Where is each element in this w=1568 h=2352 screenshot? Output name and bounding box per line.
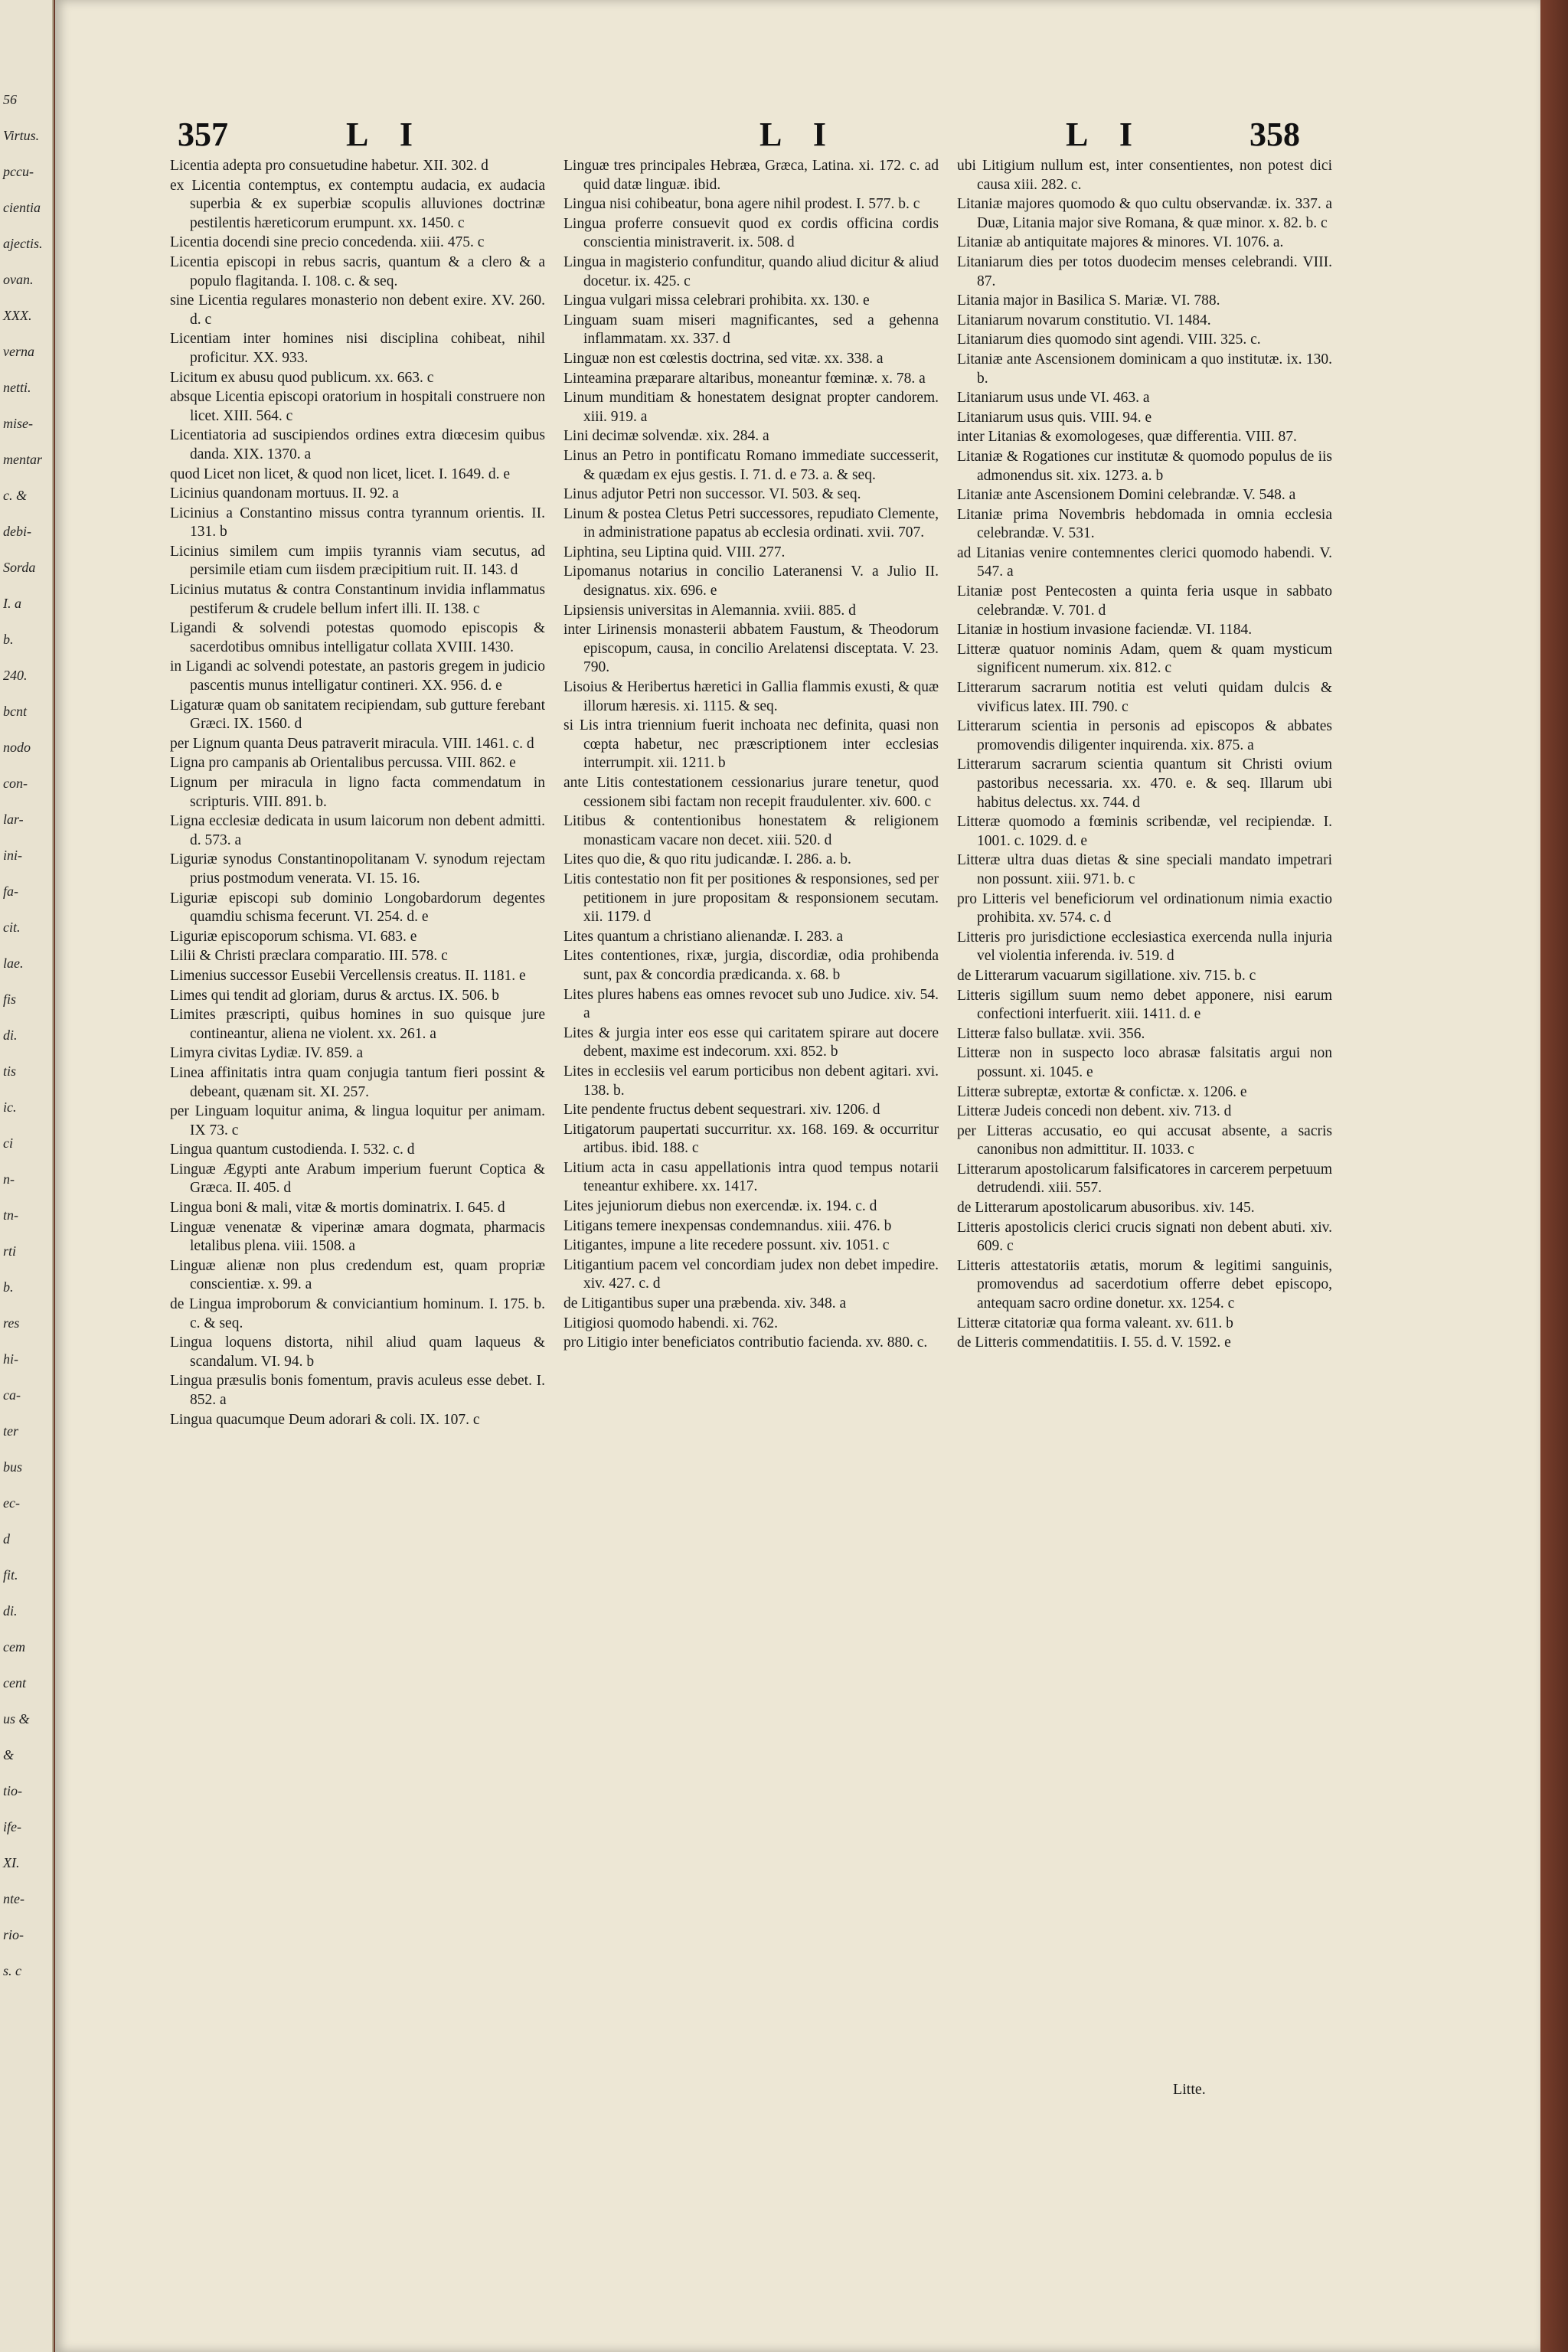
margin-fragment: tio- xyxy=(3,1783,22,1798)
index-entry: ubi Litigium nullum est, inter consentientes, non potest dici causa xiii. 282. c. xyxy=(957,158,1332,193)
index-entry: Ligaturæ quam ob sanitatem recipiendam, sub gutture ferebant Græci. IX. 1560. d xyxy=(170,697,545,733)
index-entry: Litteræ quomodo a fœminis scribendæ, vel recipiendæ. I. 1001. c. 1029. d. e xyxy=(957,814,1332,849)
margin-fragment: ic. xyxy=(3,1099,17,1115)
index-entry: Lipsiensis universitas in Alemannia. xviii. 885. d xyxy=(564,602,856,619)
index-entry: Linus adjutor Petri non successor. VI. 503. & seq. xyxy=(564,486,861,503)
margin-fragment: us & xyxy=(3,1711,30,1726)
index-entry: Litterarum sacrarum scientia quantum sit Christi ovium pastoribus necessaria. xx. 470. e. & seq. Illarum ubi habitus delectus. xx. 744. d xyxy=(957,756,1332,811)
index-entry: Linguam suam miseri magnificantes, sed a gehenna inflammatam. xx. 337. d xyxy=(564,312,939,348)
index-entry: Lingua quacumque Deum adorari & coli. IX. 107. c xyxy=(170,1411,480,1428)
index-entry: Linteamina præparare altaribus, moneantur fœminæ. x. 78. a xyxy=(564,370,926,387)
index-entry: Litibus & contentionibus honestatem & religionem monasticam vacare non decet. xiii. 520. d xyxy=(564,813,939,848)
index-entry: quod Licet non licet, & quod non licet, licet. I. 1649. d. e xyxy=(170,466,511,482)
column-head-center: L I xyxy=(760,116,839,153)
index-entry: Lites plures habens eas omnes revocet sub uno Judice. xiv. 54. a xyxy=(564,986,939,1022)
index-entry: Litium acta in casu appellationis intra quod tempus notarii teneantur exhibere. xx. 1417. xyxy=(564,1159,939,1195)
index-entry: Lites quo die, & quo ritu judicandæ. I. 286. a. b. xyxy=(564,851,851,868)
index-entry: Litaniæ ante Ascensionem Domini celebrandæ. V. 548. a xyxy=(957,487,1296,504)
index-entry: Lites in ecclesiis vel earum porticibus non debent agitari. xvi. 138. b. xyxy=(564,1063,939,1099)
margin-fragment: rio- xyxy=(3,1927,24,1942)
index-entry: Liphtina, seu Liptina quid. VIII. 277. xyxy=(564,544,786,560)
margin-fragment: di. xyxy=(3,1027,18,1043)
index-entry: Litigantium pacem vel concordiam judex non debet impedire. xiv. 427. c. d xyxy=(564,1256,939,1292)
index-entry: Lini decimæ solvendæ. xix. 284. a xyxy=(564,428,769,445)
index-entry: absque Licentia episcopi oratorium in hospitali construere non licet. XIII. 564. c xyxy=(170,389,545,424)
margin-fragment: 56 xyxy=(3,92,17,107)
index-entry: ad Litanias venire contemnentes clerici quomodo habendi. V. 547. a xyxy=(957,544,1332,580)
index-entry: Lites & jurgia inter eos esse qui caritatem spirare aut docere debent, maxime est indecorum. xxi. 852. b xyxy=(564,1024,939,1060)
index-entry: Litteræ ultra duas dietas & sine speciali mandato impetrari non possunt. xiii. 971. b. c xyxy=(957,852,1332,887)
index-entry: Linguæ non est cœlestis doctrina, sed vitæ. xx. 338. a xyxy=(564,350,884,367)
index-entry: Litigantes, impune a lite recedere possunt. xiv. 1051. c xyxy=(564,1237,890,1254)
index-entry: Lingua loquens distorta, nihil aliud quam laqueus & scandalum. VI. 94. b xyxy=(170,1334,545,1370)
margin-fragment: nte- xyxy=(3,1891,24,1906)
column-center xyxy=(564,157,939,1430)
index-entry: Litaniarum dies per totos duodecim menses celebrandi. VIII. 87. xyxy=(957,253,1332,289)
index-entry: Litaniæ post Pentecosten a quinta feria usque in sabbato celebrandæ. V. 701. d xyxy=(957,583,1332,619)
margin-fragment: I. a xyxy=(3,596,21,611)
margin-fragment: di. xyxy=(3,1603,18,1619)
index-entry: Limyra civitas Lydiæ. IV. 859. a xyxy=(170,1045,364,1062)
index-entry: Litteris apostolicis clerici crucis signati non debent abuti. xiv. 609. c xyxy=(957,1219,1332,1255)
index-entry: si Lis intra triennium fuerit inchoata nec definita, quasi non cœpta habetur, nec præscriptionem inter ecclesias interrumpit. xii. 1211. b xyxy=(564,717,939,772)
index-entry: Ligna ecclesiæ dedicata in usum laicorum non debent admitti. d. 573. a xyxy=(170,813,545,848)
index-entry: Lingua in magisterio confunditur, quando aliud dicitur & aliud docetur. ix. 425. c xyxy=(564,253,939,289)
index-entry: Linguæ alienæ non plus credendum est, quam propriæ conscientiæ. x. 99. a xyxy=(170,1257,545,1293)
index-entry: Litaniæ ante Ascensionem dominicam a quo institutæ. ix. 130. b. xyxy=(957,351,1332,387)
index-entry: Litterarum apostolicarum falsificatores in carcerem perpetuum detrudendi. xiii. 557. xyxy=(957,1161,1332,1197)
index-entry: Liguriæ episcoporum schisma. VI. 683. e xyxy=(170,928,417,945)
index-entry: Lingua vulgari missa celebrari prohibita. xx. 130. e xyxy=(564,292,870,309)
margin-fragment: tis xyxy=(3,1063,17,1079)
index-entry: Linus an Petro in pontificatu Romano immediate successerit, & quædam ex ejus gestis. I. 71. d. e 73. a. & seq. xyxy=(564,447,939,483)
index-entry: Lilii & Christi præclara comparatio. III. 578. c xyxy=(170,948,448,965)
index-entry: Litis contestatio non fit per positiones & responsiones, sed per petitionem in jure propositam & responsionem secutam. xii. 1179. d xyxy=(564,871,939,926)
margin-fragment: 240. xyxy=(3,668,28,683)
margin-fragment: mentar xyxy=(3,452,42,467)
index-entry: Lignum per miracula in ligno facta commendatum in scripturis. VIII. 891. b. xyxy=(170,775,545,810)
index-entry: per Litteras accusatio, eo qui accusat absente, a sacris canonibus non admittitur. II. 1033. c xyxy=(957,1122,1332,1158)
index-entry: Litaniæ prima Novembris hebdomada in omnia ecclesia celebrandæ. V. 531. xyxy=(957,506,1332,542)
margin-fragment: debi- xyxy=(3,524,31,539)
margin-fragment: bus xyxy=(3,1459,23,1475)
index-entry: Linum & postea Cletus Petri successores, repudiato Clemente, in administratione papatus ab ecclesia ordinati. xvii. 707. xyxy=(564,505,939,541)
index-entry: Linguæ venenatæ & viperinæ amara dogmata, pharmacis letalibus plena. viii. 1508. a xyxy=(170,1219,545,1255)
margin-fragment: XI. xyxy=(3,1855,20,1870)
margin-fragment: lar- xyxy=(3,812,24,827)
margin-fragment: fit. xyxy=(3,1567,18,1583)
margin-fragment: b. xyxy=(3,1279,14,1295)
index-entry: Liguriæ episcopi sub dominio Longobardorum degentes quamdiu schisma fecerunt. VI. 254. d. e xyxy=(170,890,545,926)
column-head-right: L I xyxy=(1066,116,1145,153)
index-entry: Ligandi & solvendi potestas quomodo episcopis & sacerdotibus omnibus intelligatur collata XVIII. 1430. xyxy=(170,620,545,655)
margin-fragment: s. c xyxy=(3,1963,21,1978)
index-entry: Litteræ citatoriæ qua forma valeant. xv. 611. b xyxy=(957,1315,1233,1331)
index-entry: Litigans temere inexpensas condemnandus. xiii. 476. b xyxy=(564,1217,892,1234)
index-entry: Lisoius & Heribertus hæretici in Gallia flammis exusti, & quæ illorum hæresis. xi. 1115. & seq. xyxy=(564,679,939,714)
index-entry: Litteræ Judeis concedi non debent. xiv. 713. d xyxy=(957,1103,1232,1120)
index-entry: Lingua nisi cohibeatur, bona agere nihil prodest. I. 577. b. c xyxy=(564,196,920,213)
column-right xyxy=(957,157,1332,1430)
index-page xyxy=(55,0,1540,2352)
margin-fragment: cem xyxy=(3,1639,25,1655)
margin-fragment: con- xyxy=(3,776,28,791)
margin-fragment: rti xyxy=(3,1243,17,1259)
column-head-left: L I xyxy=(346,116,426,153)
index-entry: Licentia docendi sine precio concedenda. xiii. 475. c xyxy=(170,234,485,251)
index-entry: sine Licentia regulares monasterio non debent exire. XV. 260. d. c xyxy=(170,292,545,328)
index-entry: Liguriæ synodus Constantinopolitanam V. synodum rejectam prius postmodum veneratа. VI. 15. 16. xyxy=(170,851,545,887)
index-entry: Linguæ tres principales Hebræa, Græca, Latina. xi. 172. c. ad quid datæ linguæ. ibid. xyxy=(564,158,939,193)
index-entry: Litaniarum dies quomodo sint agendi. VIII. 325. c. xyxy=(957,332,1261,348)
index-entry: Linguæ Ægypti ante Arabum imperium fuerunt Coptica & Græca. II. 405. d xyxy=(170,1161,545,1197)
index-entry: Litaniæ & Rogationes cur institutæ & quomodo populus de iis admonendus sit. xix. 1273. a. b xyxy=(957,448,1332,484)
margin-fragment: Virtus. xyxy=(3,128,40,143)
index-columns xyxy=(170,157,1334,1430)
index-entry: per Lignum quanta Deus patraverit miracula. VIII. 1461. c. d xyxy=(170,735,534,752)
margin-fragment: hi- xyxy=(3,1351,18,1367)
index-entry: Litteræ quatuor nominis Adam, quem & quam mysticum significent numerum. xix. 812. c xyxy=(957,641,1332,677)
index-entry: Licentia episcopi in rebus sacris, quantum & a clero & a populo flagitanda. I. 108. c. & seq. xyxy=(170,253,545,289)
margin-fragment: ci xyxy=(3,1135,13,1151)
index-entry: Limes qui tendit ad gloriam, durus & arctus. IX. 506. b xyxy=(170,987,500,1004)
index-entry: in Ligandi ac solvendi potestate, an pastoris gregem in judicio pascentis munus intelligatur contineri. XX. 956. d. e xyxy=(170,658,545,694)
margin-fragment: fa- xyxy=(3,884,18,899)
index-entry: Lite pendente fructus debent sequestrari. xiv. 1206. d xyxy=(564,1102,880,1119)
margin-fragment: ca- xyxy=(3,1387,21,1403)
margin-fragment: ini- xyxy=(3,848,22,863)
margin-fragment: pccu- xyxy=(3,164,34,179)
index-entry: Lites quantum a christiano alienandæ. I. 283. a xyxy=(564,928,843,945)
margin-fragment: fis xyxy=(3,991,17,1007)
index-entry: Limenius successor Eusebii Vercellensis creatus. II. 1181. e xyxy=(170,967,526,984)
index-entry: Licentiatoria ad suscipiendos ordines extra diœcesim quibus danda. XIX. 1370. a xyxy=(170,427,545,462)
page-number-right: 358 xyxy=(1250,116,1300,153)
margin-fragment: ajectis. xyxy=(3,236,43,251)
adjacent-page-margin xyxy=(0,0,54,2352)
index-entry: Licentiam inter homines nisi disciplina cohibeat, nihil proficitur. XX. 933. xyxy=(170,331,545,366)
book-cover-edge xyxy=(1540,0,1568,2352)
index-entry: Litteræ non in suspecto loco abrasæ falsitatis argui non possunt. xi. 1045. e xyxy=(957,1045,1332,1080)
margin-fragment: ife- xyxy=(3,1819,21,1834)
index-entry: Litteræ falso bullatæ. xvii. 356. xyxy=(957,1025,1145,1042)
margin-fragment: & xyxy=(3,1747,15,1762)
index-entry: Licinius quandonam mortuus. II. 92. a xyxy=(170,485,399,502)
margin-fragment: b. xyxy=(3,632,14,647)
index-entry: Linum munditiam & honestatem designat propter candorem. xiii. 919. a xyxy=(564,390,939,425)
index-entry: Litigiosi quomodo habendi. xi. 762. xyxy=(564,1315,779,1331)
column-left xyxy=(170,157,545,1430)
index-entry: Litaniæ ab antiquitate majores & minores. VI. 1076. a. xyxy=(957,234,1284,251)
margin-fragment: cent xyxy=(3,1675,26,1690)
index-entry: Litaniarum usus unde VI. 463. a xyxy=(957,390,1150,407)
index-entry: Licinius mutatus & contra Constantinum invidia inflammatus pestiferum & crudele bellum infert illi. II. 138. c xyxy=(170,582,545,617)
index-entry: Litteris pro jurisdictione ecclesiastica exercenda nulla injuria vel violentia inferenda. iv. 519. d xyxy=(957,929,1332,965)
margin-fragment: mise- xyxy=(3,416,33,431)
margin-fragment: bcnt xyxy=(3,704,27,719)
index-entry: Licinius similem cum impiis tyrannis viam secutus, ad persimile etiam cum iisdem præcipitium ruit. II. 143. d xyxy=(170,543,545,579)
index-entry: Lites jejuniorum diebus non exercendæ. ix. 194. c. d xyxy=(564,1198,877,1215)
margin-fragment: ec- xyxy=(3,1495,20,1511)
index-entry: Licinius a Constantino missus contra tyrannum orientis. II. 131. b xyxy=(170,505,545,541)
index-entry: Litteris sigillum suum nemo debet apponere, nisi earum confectioni interfuerit. xiii. 1411. d. e xyxy=(957,987,1332,1023)
index-entry: ante Litis contestationem cessionarius jurare tenetur, quod cessionem sibi factam non recepit fraudulenter. xiv. 600. c xyxy=(564,775,939,810)
index-entry: Licentia adepta pro consuetudine habetur. XII. 302. d xyxy=(170,158,488,174)
index-entry: de Litteris commendatitiis. I. 55. d. V. 1592. e xyxy=(957,1334,1231,1351)
margin-fragment: nodo xyxy=(3,740,31,755)
margin-fragment: cientia xyxy=(3,200,41,215)
index-entry: ex Licentia contemptus, ex contemptu audacia, ex audacia superbia & ex superbiæ scopulis alluviones doctrinæ pestilentis hæreticorum erumpunt. xx. 1450. c xyxy=(170,177,545,231)
margin-fragment: lae. xyxy=(3,956,24,971)
margin-fragment: XXX. xyxy=(3,308,32,323)
index-entry: Litaniæ majores quomodo & quo cultu observandæ. ix. 337. a Duæ, Litania major sive Romana, & quæ minor. x. 82. b. c xyxy=(957,196,1332,231)
index-entry: Litaniarum novarum constitutio. VI. 1484. xyxy=(957,312,1211,328)
margin-fragment: d xyxy=(3,1531,10,1547)
margin-fragment: res xyxy=(3,1315,20,1331)
index-entry: Litania major in Basilica S. Mariæ. VI. 788. xyxy=(957,292,1220,309)
margin-fragment: n- xyxy=(3,1171,15,1187)
page-number-left: 357 xyxy=(178,116,228,153)
index-entry: pro Litteris vel beneficiorum vel ordinationum nimia exactio prohibita. xv. 574. c. d xyxy=(957,890,1332,926)
index-entry: Litterarum sacrarum notitia est veluti quidam dulcis & vivificus latex. III. 790. c xyxy=(957,680,1332,715)
index-entry: Linea affinitatis intra quam conjugia tantum fieri possint & debeant, quænam sit. XI. 257. xyxy=(170,1064,545,1100)
index-entry: Litigatorum paupertati succurritur. xx. 168. 169. & occurritur artibus. ibid. 188. c xyxy=(564,1121,939,1157)
index-entry: de Litterarum vacuarum sigillatione. xiv. 715. b. c xyxy=(957,967,1256,984)
index-entry: Lingua præsulis bonis fomentum, pravis aculeus esse debet. I. 852. a xyxy=(170,1373,545,1408)
index-entry: Lingua quantum custodienda. I. 532. c. d xyxy=(170,1142,415,1158)
running-header xyxy=(55,115,1540,161)
index-entry: Lites contentiones, rixæ, jurgia, discordiæ, odia prohibenda sunt, pax & concordia prædicanda. x. 68. b xyxy=(564,948,939,983)
index-entry: Litaniarum usus quis. VIII. 94. e xyxy=(957,409,1152,426)
index-entry: Licitum ex abusu quod publicum. xx. 663. c xyxy=(170,369,434,386)
index-entry: de Lingua improborum & conviciantium hominum. I. 175. b. c. & seq. xyxy=(170,1296,545,1331)
index-entry: Litteræ subreptæ, extortæ & confictæ. x. 1206. e xyxy=(957,1083,1247,1100)
index-entry: de Litterarum apostolicarum abusoribus. xiv. 145. xyxy=(957,1200,1255,1217)
margin-fragment: ovan. xyxy=(3,272,34,287)
index-entry: Lipomanus notarius in concilio Lateranensi V. a Julio II. designatus. xix. 696. e xyxy=(564,564,939,599)
catchword: Litte. xyxy=(1173,2081,1206,2098)
index-entry: pro Litigio inter beneficiatos contributio facienda. xv. 880. c. xyxy=(564,1334,928,1351)
index-entry: Litaniæ in hostium invasione faciendæ. VI. 1184. xyxy=(957,622,1253,639)
index-entry: Limites præscripti, quibus homines in suo quisque jure contineantur, aliena ne violent. xx. 261. a xyxy=(170,1007,545,1042)
index-entry: Lingua proferre consuevit quod ex cordis officina cordis conscientia ministraverit. ix. 508. d xyxy=(564,215,939,251)
margin-fragment: c. & xyxy=(3,488,27,503)
index-entry: de Litigantibus super una præbenda. xiv. 348. a xyxy=(564,1295,847,1312)
index-entry: Litterarum scientia in personis ad episcopos & abbates promovendis diligenter inquirenda. xix. 875. a xyxy=(957,718,1332,753)
margin-fragment: ter xyxy=(3,1423,18,1439)
index-entry: per Linguam loquitur anima, & lingua loquitur per animam. IX 73. c xyxy=(170,1103,545,1138)
margin-fragment: netti. xyxy=(3,380,31,395)
index-entry: Ligna pro campanis ab Orientalibus percussa. VIII. 862. e xyxy=(170,755,516,772)
index-entry: Litteris attestatoriis ætatis, morum & legitimi sanguinis, promovendus ad sacerdotium offerre debet episcopo, antequam sacro ordine donetur. xx. 1254. c xyxy=(957,1257,1332,1312)
margin-fragment: cit. xyxy=(3,920,21,935)
margin-fragment: verna xyxy=(3,344,34,359)
index-entry: inter Litanias & exomologeses, quæ differentia. VIII. 87. xyxy=(957,429,1297,446)
index-entry: inter Lirinensis monasterii abbatem Faustum, & Theodorum episcopum, causa, in concilio Arelatensi disceptata. V. 23. 790. xyxy=(564,622,939,676)
margin-fragment: tn- xyxy=(3,1207,18,1223)
margin-fragment: Sorda xyxy=(3,560,36,575)
index-entry: Lingua boni & mali, vitæ & mortis dominatrix. I. 645. d xyxy=(170,1200,505,1217)
